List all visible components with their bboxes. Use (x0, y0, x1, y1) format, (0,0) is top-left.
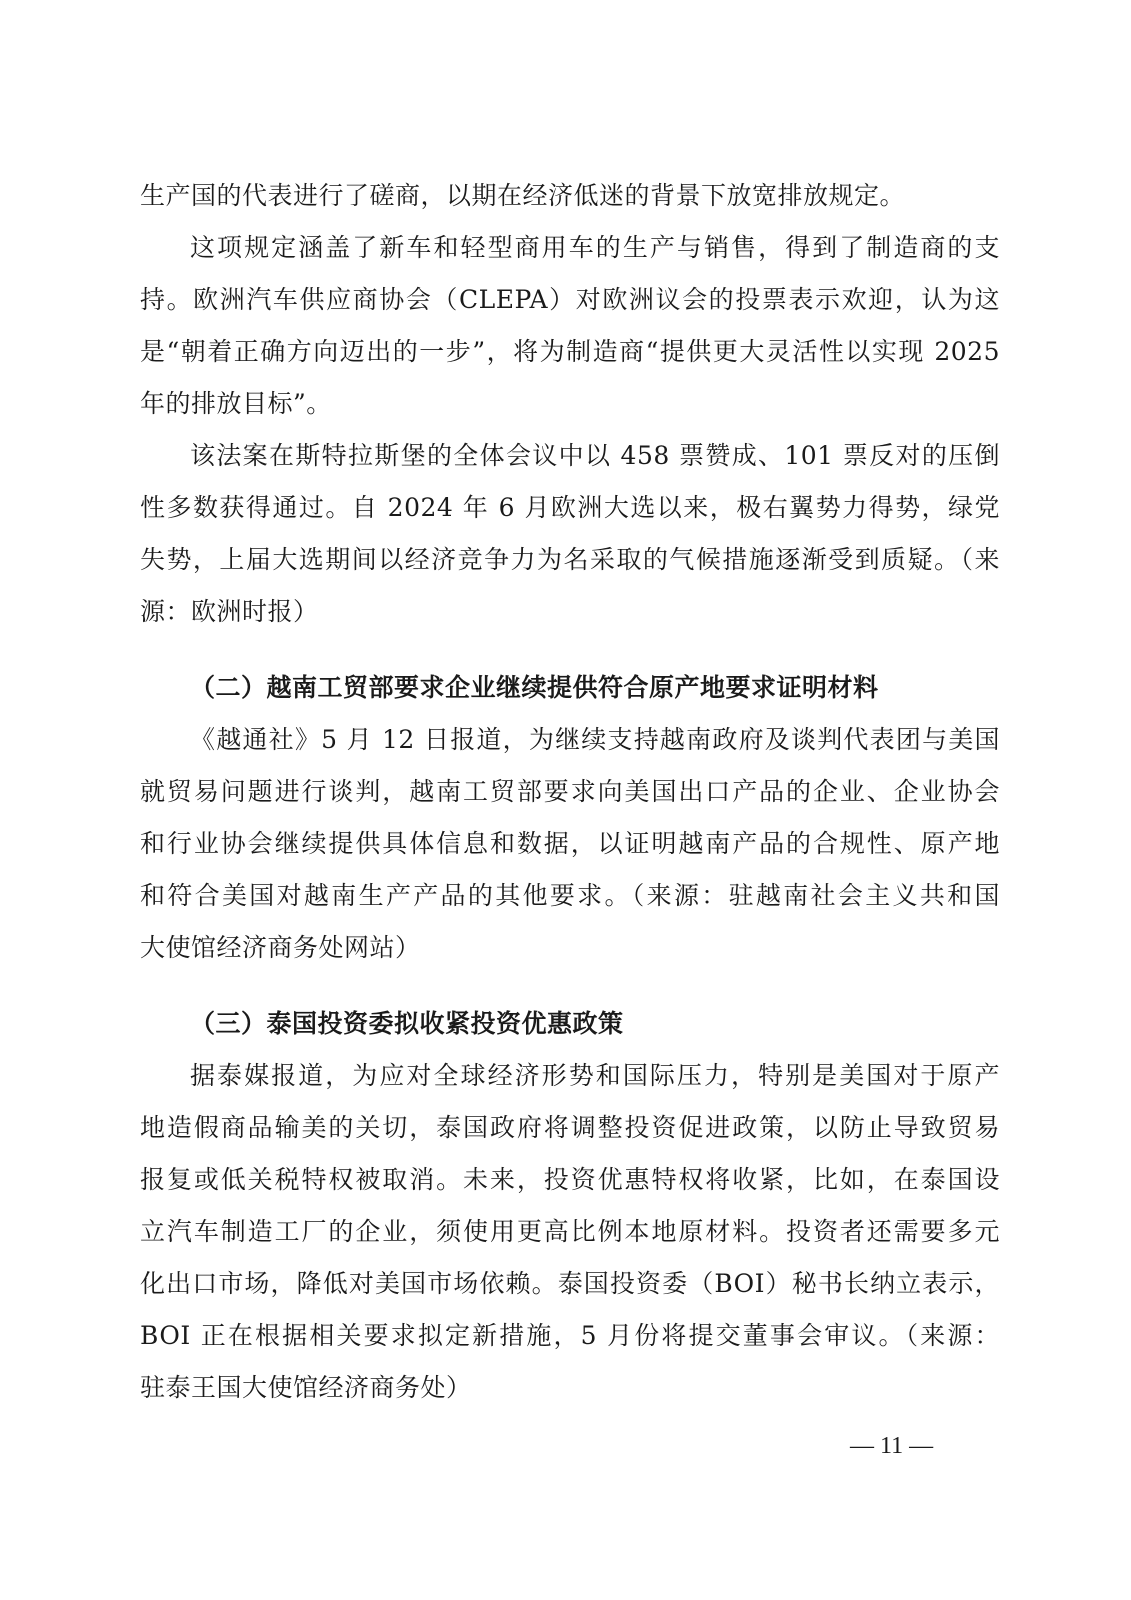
paragraph-line: 是“朝着正确方向迈出的一步”，将为制造商“提供更大灵活性以实现 2025 (140, 337, 1000, 366)
paragraph-line: 生产国的代表进行了磋商，以期在经济低迷的背景下放宽排放规定。 (140, 181, 906, 210)
paragraph-line: 持。欧洲汽车供应商协会（CLEPA）对欧洲议会的投票表示欢迎，认为这 (140, 285, 1000, 314)
page-number: — 11 — (850, 1433, 934, 1459)
paragraph-line: 《越通社》5 月 12 日报道，为继续支持越南政府及谈判代表团与美国 (190, 725, 1000, 754)
paragraph-line: BOI 正在根据相关要求拟定新措施，5 月份将提交董事会审议。（来源： (140, 1321, 1000, 1350)
section-heading: （二）越南工贸部要求企业继续提供符合原产地要求证明材料 (190, 673, 879, 702)
paragraph-line: 和行业协会继续提供具体信息和数据，以证明越南产品的合规性、原产地 (140, 829, 1000, 858)
paragraph-line: 和符合美国对越南生产产品的其他要求。（来源：驻越南社会主义共和国 (140, 881, 1000, 910)
paragraph-line: 年的排放目标”。 (140, 389, 332, 418)
paragraph-line: 这项规定涵盖了新车和轻型商用车的生产与销售，得到了制造商的支 (190, 233, 1000, 262)
section-heading: （三）泰国投资委拟收紧投资优惠政策 (190, 1009, 624, 1038)
paragraph-line: 性多数获得通过。自 2024 年 6 月欧洲大选以来，极右翼势力得势，绿党 (140, 493, 1000, 522)
paragraph-line: 据泰媒报道，为应对全球经济形势和国际压力，特别是美国对于原产 (190, 1061, 1000, 1090)
paragraph-line: 地造假商品输美的关切，泰国政府将调整投资促进政策，以防止导致贸易 (140, 1113, 1000, 1142)
paragraph-line: 报复或低关税特权被取消。未来，投资优惠特权将收紧，比如，在泰国设 (140, 1165, 1000, 1194)
paragraph-line: 就贸易问题进行谈判，越南工贸部要求向美国出口产品的企业、企业协会 (140, 777, 1000, 806)
paragraph-line: 大使馆经济商务处网站） (140, 933, 421, 962)
paragraph-line: 化出口市场，降低对美国市场依赖。泰国投资委（BOI）秘书长纳立表示， (140, 1269, 1000, 1298)
paragraph-line: 驻泰王国大使馆经济商务处） (140, 1373, 472, 1402)
paragraph-line: 立汽车制造工厂的企业，须使用更高比例本地原材料。投资者还需要多元 (140, 1217, 1000, 1246)
paragraph-line: 该法案在斯特拉斯堡的全体会议中以 458 票赞成、101 票反对的压倒 (190, 441, 1000, 470)
paragraph-line: 失势，上届大选期间以经济竞争力为名采取的气候措施逐渐受到质疑。（来 (140, 545, 1000, 574)
paragraph-line: 源：欧洲时报） (140, 597, 319, 626)
